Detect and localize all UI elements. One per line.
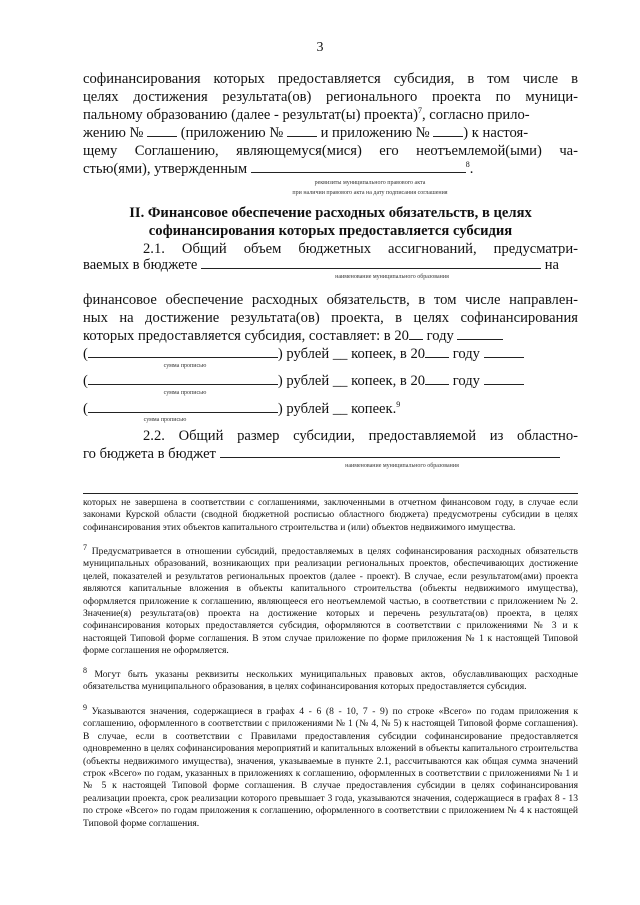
year-blank-2 <box>425 357 449 358</box>
caption-sum-2: сумма прописью <box>163 390 207 396</box>
amount-row-2 <box>83 372 524 390</box>
p22-line-1: 2.2. Общий размер субсидии, предоставляемой из областно- <box>143 428 578 444</box>
page-number: 3 <box>316 40 324 55</box>
top-line-6-text: стью(ями), утвержденным <box>83 161 248 177</box>
section-heading-line-2: софинансирования которых предоставляется субсидия <box>148 223 513 239</box>
p21-line-1: 2.1. Общий объем бюджетных ассигнований, предусматри- <box>143 241 578 257</box>
top-line-4 <box>83 124 528 142</box>
amount-row-1-text: ) рублей __ копеек, в 20 <box>277 346 426 362</box>
p21-year-label-1: году <box>426 328 454 344</box>
year-value-blank-3 <box>484 384 524 385</box>
appendix-no-blank-1 <box>147 136 177 137</box>
appendix-no-tail: ) к настоя- <box>463 125 529 141</box>
section-heading-line-1: II. Финансовое обеспечение расходных обязательств, в целях <box>129 205 532 221</box>
appendix-no-blank-3 <box>433 136 463 137</box>
p22-budget-label: го бюджета в бюджет <box>83 446 216 462</box>
municipality-blank-1 <box>201 268 541 269</box>
footnote-ref-9: 9 <box>396 400 401 410</box>
top-line-3-text: пальному образованию (далее - результат(ы) проекта) <box>83 107 418 123</box>
footnote-ref-7: 7 <box>417 106 422 116</box>
footnote-continuation: которых не завершена в соответствии с соглашениями, заключенными в отчетном финансовом году, в случае если законами Курской области (сводной бюджетной росписью областного бюджета) предусмотрены субсидии в целях софинансирования этих объектов капитального строительства и (или) объектов недвижимого имущества. <box>83 497 578 533</box>
amount-row-3-text: ) рублей __ копеек. <box>277 401 397 417</box>
amount-row-2-text: ) рублей __ копеек, в 20 <box>277 373 426 389</box>
p21-line-5-text: которых предоставляется субсидия, составляет: в 20 <box>83 328 409 344</box>
caption-municipality-1: наименование муниципального образования <box>335 274 449 280</box>
year-value-blank-1 <box>457 339 503 340</box>
top-line-1: софинансирования которых предоставляется субсидия, в том числе в <box>83 71 578 87</box>
municipality-blank-2 <box>220 457 560 458</box>
p22-line-2 <box>83 445 560 463</box>
footnote-7 <box>83 542 578 658</box>
amount-row-1-open: ( <box>83 346 88 362</box>
amount-blank-3 <box>88 412 278 413</box>
footnote-9 <box>83 702 578 830</box>
amount-blank-1 <box>88 357 278 358</box>
footnote-9-number: 9 <box>83 702 87 712</box>
amount-row-3-open: ( <box>83 401 88 417</box>
p21-na: на <box>544 257 560 273</box>
footnote-separator <box>83 493 578 494</box>
appendix-no-label-3: и приложению № <box>320 125 430 141</box>
caption-sum-3: сумма прописью <box>143 417 187 423</box>
p21-budget-label: ваемых в бюджете <box>83 257 198 273</box>
top-line-6-tail: . <box>469 161 474 177</box>
legal-act-blank <box>251 172 466 173</box>
amount-row-2-year: году <box>452 373 480 389</box>
appendix-no-blank-2 <box>287 136 317 137</box>
year-blank-3 <box>425 384 449 385</box>
p21-line-3: финансовое обеспечение расходных обязательств, в том числе направлен- <box>83 292 578 308</box>
caption-legal-act: реквизиты муниципального правового акта <box>314 180 426 186</box>
appendix-no-label-2: (приложению № <box>180 125 284 141</box>
top-line-6 <box>83 160 473 178</box>
amount-row-1-year: году <box>452 346 480 362</box>
footnote-7-number: 7 <box>83 542 87 552</box>
footnote-9-text: Указываются значения, содержащиеся в графах 4 - 6 (8 - 10, 7 - 9) по строке «Всего» по годам приложения к соглашению, оформленного в соответствии с приложениями № 1 (№ 4, № 5) к настоящей Типовой форме соглашения). В случае, если в соответствии с Правилами предоставления субсидии софинансирование предоставляется одновременно в целях софинансирования мероприятий и капитальных вложений в объекты капитального строительства (объекты недвижимого имущества), значения, указываемые в пункте 2.1, рассчитываются как общая сумма значений строк «Всего» по годам, указанных в приложениях к соглашению, оформленных в соответствии с приложениями № 1 и № 5 к настоящей Типовой форме соглашения. В случае предоставления субсидии в целях софинансирования реализации проекта, срок реализации которого превышает 3 года, указываются значения, содержащиеся в графах 8 - 13 по строке «Всего» по годам приложения к соглашению, оформленного в соответствии с приложением № 4 к настоящей Типовой форме соглашения. <box>83 706 578 829</box>
caption-sum-1: сумма прописью <box>163 363 207 369</box>
p21-line-4: ных на достижение результата(ов) проекта, в целях софинансирования <box>83 310 578 326</box>
top-line-3 <box>83 106 530 124</box>
amount-row-2-open: ( <box>83 373 88 389</box>
year-blank-1 <box>409 339 423 340</box>
footnote-8-number: 8 <box>83 665 87 675</box>
footnote-7-text: Предусматривается в отношении субсидий, предоставляемых в целях софинансирования расходных обязательств муниципальных образований, возникающих при реализации региональных проектов, обеспечивающих достижение целей, показателей и результатов региональных проектов (далее - проект). В случае, если результатом(ами) проекта являются капитальные вложения в объекты капитального строительства (объекты недвижимого имущества), оформляется приложение к соглашению, являющееся его неотъемлемой частью, в соответствии с приложением № 2. Значение(я) результата(ов) проекта на достижение которых и перечень результата(ов) проекта, в целях софинансирования которых предоставляется субсидия, оформляются в соответствии с приложениями № 3 и к настоящей Типовой форме соглашения. В этом случае приложение по форме приложения № 1 к настоящей Типовой форме соглашения не оформляется. <box>83 546 578 657</box>
top-line-2: целях достижения результата(ов) регионального проекта по муници- <box>83 89 578 105</box>
amount-row-1 <box>83 345 524 363</box>
amount-row-3 <box>83 400 400 418</box>
p21-line-2 <box>83 256 559 274</box>
amount-blank-2 <box>88 384 278 385</box>
caption-legal-act-note: при наличии правового акта на дату подписания соглашения <box>292 190 448 196</box>
appendix-no-label: жению № <box>83 125 144 141</box>
top-line-5: щему Соглашению, являющемуся(мися) его неотъемлемой(ыми) ча- <box>83 143 578 159</box>
top-line-3-tail: , согласно прило- <box>421 107 530 123</box>
caption-municipality-2: наименование муниципального образования <box>345 463 459 469</box>
footnote-8-text: Могут быть указаны реквизиты нескольких муниципальных правовых актов, обуславливающих расходные обязательства муниципального образования, в целях софинансирования которых предоставляется субсидия. <box>83 669 578 693</box>
footnote-ref-8: 8 <box>465 160 470 170</box>
p21-line-5 <box>83 327 503 345</box>
year-value-blank-2 <box>484 357 524 358</box>
footnote-8 <box>83 665 578 694</box>
